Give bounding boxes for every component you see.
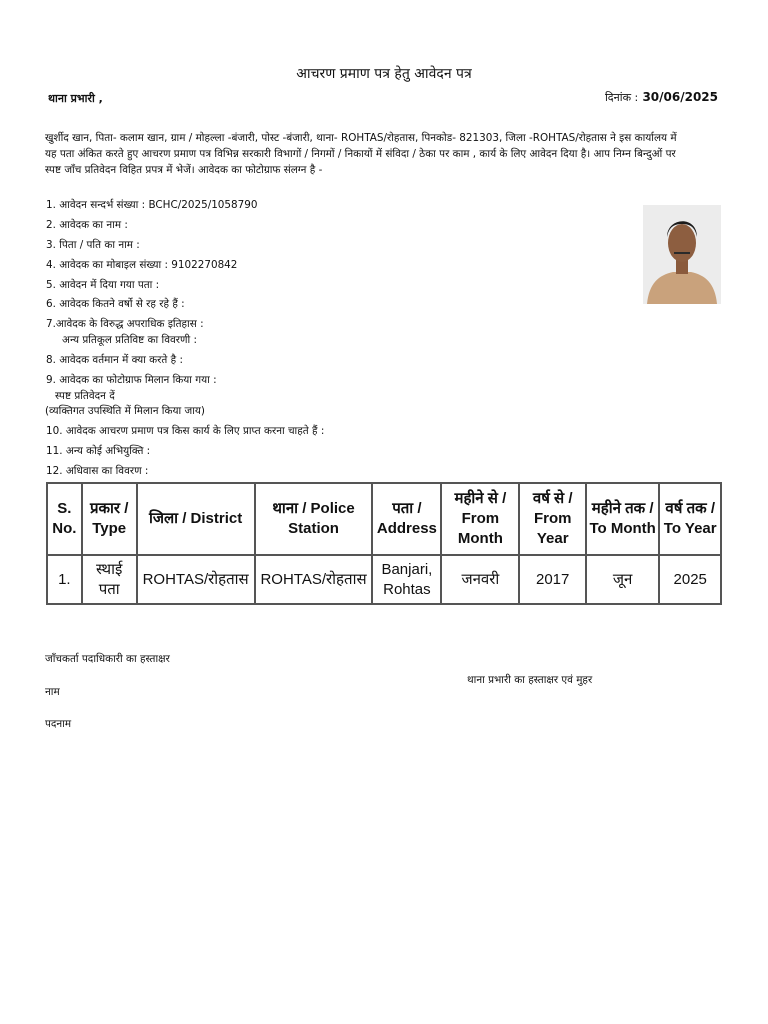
item-years-residing: 6. आवेदक कितने वर्षो से रह रहे हैं : [46, 298, 185, 310]
intro-line-2: यह पता अंकित करते हुए आचरण प्रमाण पत्र विभिन्न सरकारी विभागों / निगमों / निकायों में संविदा / ठेका पर काम , कार्य के लिए आवेदन दिया है। आप निम्न बिन्दुओं पर [45, 148, 676, 160]
col-header-police-station: थाना / Police Station [255, 483, 373, 555]
date-value: 30/06/2025 [642, 90, 718, 104]
col-header-from-year: वर्ष से / From Year [519, 483, 585, 555]
cell-from-month: जनवरी [441, 555, 519, 604]
item-photo-matched: 9. आवेदक का फोटोग्राफ मिलान किया गया : [46, 374, 217, 386]
item-reference-number: 1. आवेदन सन्दर्भ संख्या : BCHC/2025/1058790 [46, 199, 258, 211]
cell-to-year: 2025 [659, 555, 721, 604]
cell-to-month: जून [586, 555, 659, 604]
cell-district: ROHTAS/रोहतास [137, 555, 255, 604]
item-other-remarks: 11. अन्य कोई अभियुक्ति : [46, 445, 151, 457]
page-title: आचरण प्रमाण पत्र हेतु आवेदन पत्र [296, 66, 472, 82]
item-father-name: 3. पिता / पति का नाम : [46, 239, 140, 251]
item-domicile-details: 12. अधिवास का विवरण : [46, 465, 149, 477]
col-header-address: पता / Address [372, 483, 441, 555]
intro-paragraph [45, 130, 725, 178]
col-header-type: प्रकार / Type [82, 483, 137, 555]
cell-from-year: 2017 [519, 555, 585, 604]
cell-type: स्थाई पता [82, 555, 137, 604]
item-adverse-entries: अन्य प्रतिकूल प्रतिविष्ट का विवरणी : [62, 334, 198, 346]
officer-signature-label: थाना प्रभारी का हस्ताक्षर एवं मुहर [467, 674, 593, 686]
applicant-photo-image [643, 205, 721, 304]
cell-police-station: ROHTAS/रोहतास [255, 555, 373, 604]
table-header-row [47, 483, 721, 555]
designation-label: पदनाम [45, 718, 72, 730]
intro-line-1: खुर्शीद खान, पिता- कलाम खान, ग्राम / मोहल्ला -बंजारी, पोस्ट -बंजारी, थाना- ROHTAS/रोहतास, पिनकोड- 821303, जिला -ROHTAS/रोहतास ने इस कार्यालय में [45, 132, 677, 144]
col-header-to-year: वर्ष तक / To Year [659, 483, 721, 555]
cell-address: Banjari, Rohtas [372, 555, 441, 604]
item-given-address: 5. आवेदन में दिया गया पता : [46, 279, 160, 291]
item-mobile-number: 4. आवेदक का मोबाइल संख्या : 9102270842 [46, 259, 238, 271]
item-clear-report: स्पष्ट प्रतिवेदन दें [55, 390, 115, 402]
col-header-from-month: महीने से / From Month [441, 483, 519, 555]
item-current-occupation: 8. आवेदक वर्तमान में क्या करते है : [46, 354, 183, 366]
col-header-sno: S. No. [47, 483, 82, 555]
col-header-to-month: महीने तक / To Month [586, 483, 659, 555]
item-criminal-history: 7.आवेदक के विरुद्ध अपराधिक इतिहास : [46, 318, 204, 330]
col-header-district: जिला / District [137, 483, 255, 555]
item-certificate-purpose: 10. आवेदक आचरण प्रमाण पत्र किस कार्य के लिए प्राप्त करना चाहते हैं : [46, 425, 325, 437]
item-applicant-name: 2. आवेदक का नाम : [46, 219, 128, 231]
inspector-signature-label: जाँचकर्ता पदाधिकारी का हस्ताक्षर [45, 653, 170, 665]
cell-sno: 1. [47, 555, 82, 604]
applicant-photo [643, 205, 721, 304]
name-label: नाम [45, 686, 60, 698]
date-label: दिनांक : [604, 91, 639, 104]
item-personal-presence-note: (व्यक्तिगत उपस्थिति में मिलान किया जाय) [45, 405, 205, 417]
date-line [605, 90, 718, 105]
addressee: थाना प्रभारी , [48, 92, 103, 105]
domicile-table [46, 482, 722, 605]
intro-line-3: स्पष्ट जाँच प्रतिवेदन विहित प्रपत्र में भेजें। आवेदक का फोटोग्राफ संलग्न है - [45, 164, 323, 176]
table-row [47, 555, 721, 604]
